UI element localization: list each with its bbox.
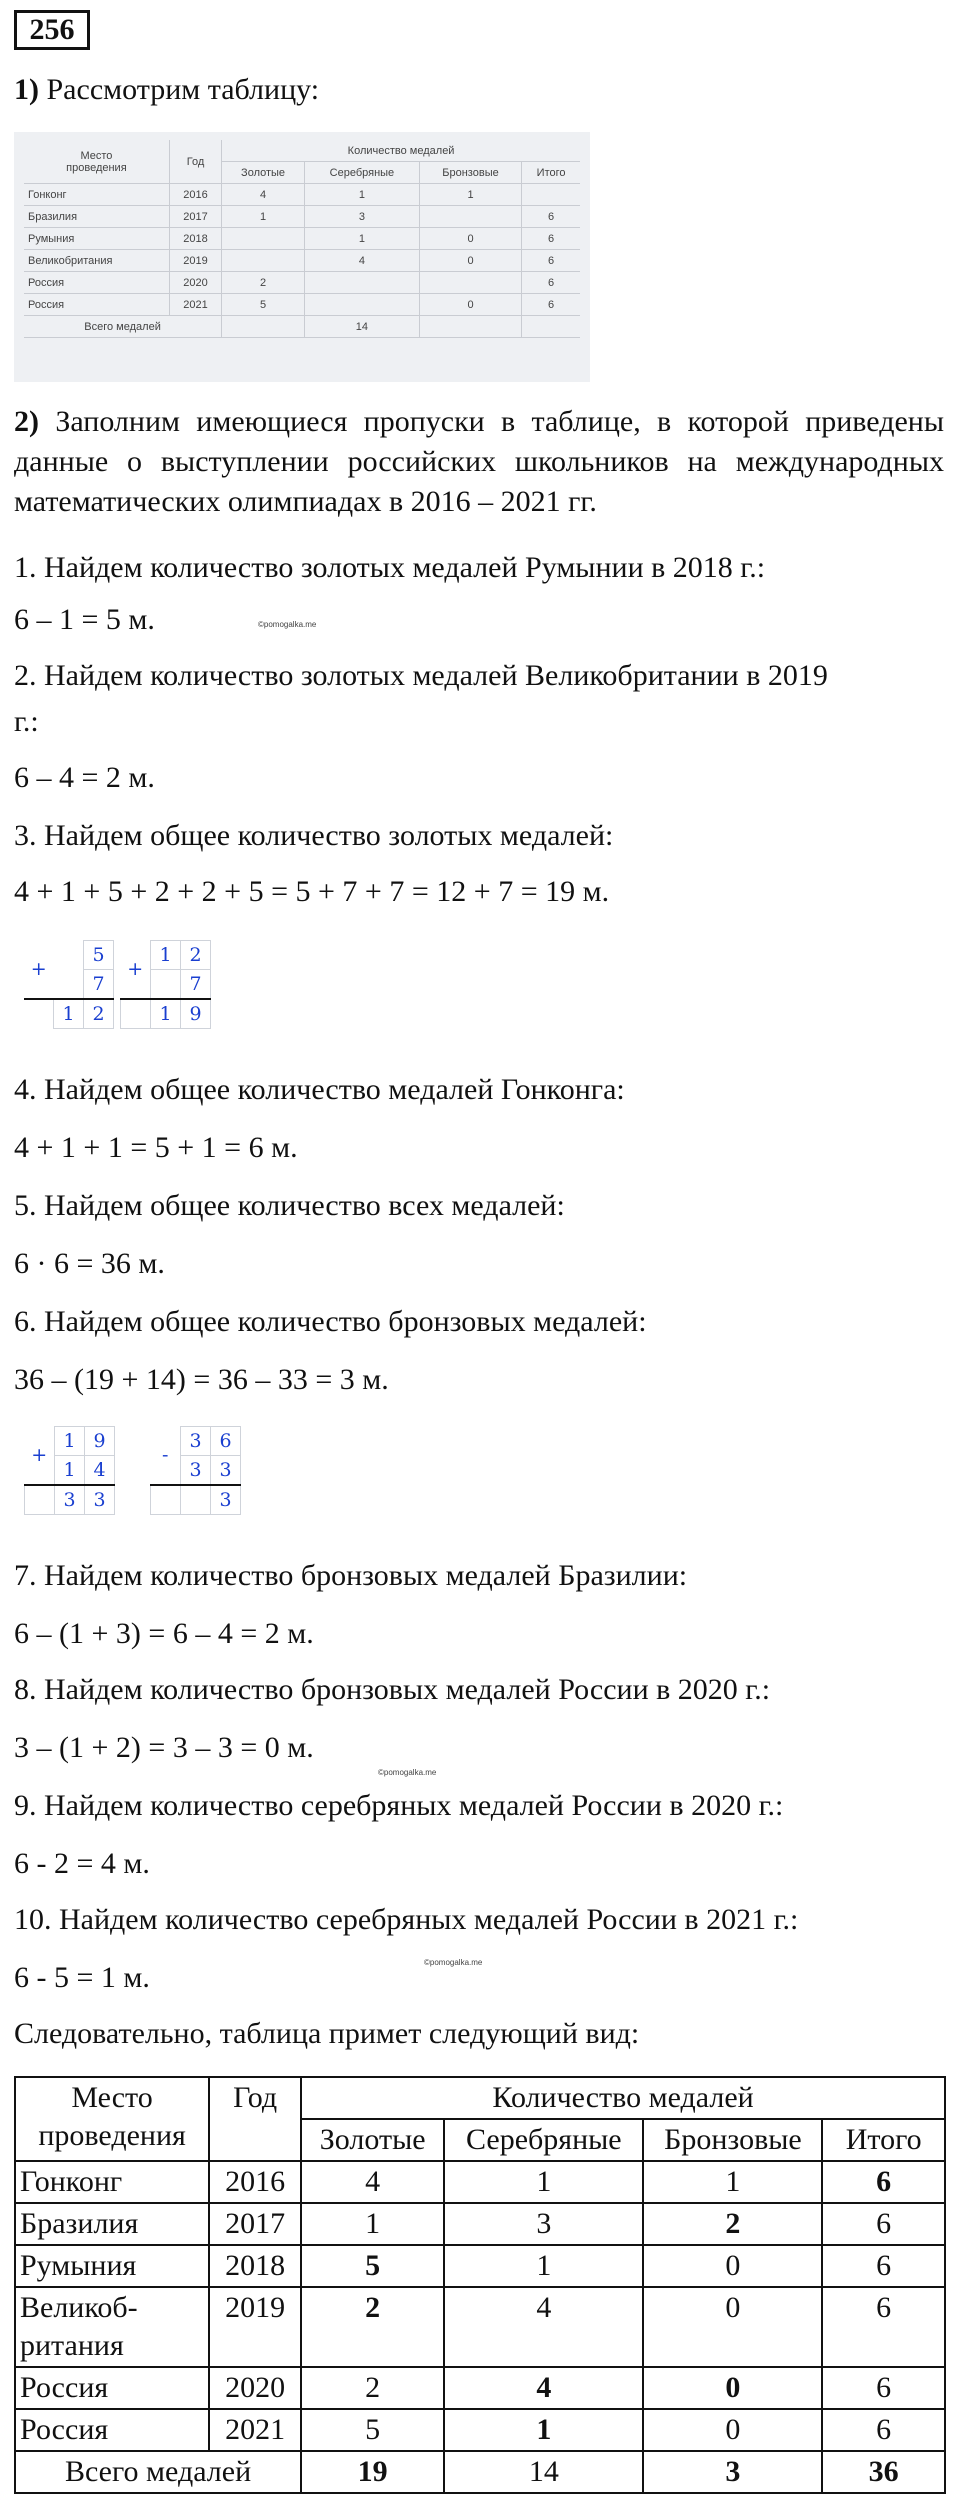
- part2-num: 2): [14, 405, 39, 438]
- final-h-total: Итого: [822, 2119, 945, 2161]
- step-2-cont: г.:: [14, 705, 39, 738]
- step-3: 3. Найдем общее количество золотых медалей:: [14, 819, 614, 852]
- watermark: ©pomogalka.me: [258, 620, 317, 629]
- column-calc-4: - 3 6 3 3 3: [150, 1426, 241, 1515]
- step-7-calc: 6 – (1 + 3) = 6 – 4 = 2 м.: [14, 1617, 314, 1650]
- scan-h-total: Итого: [522, 162, 580, 184]
- table-row: Россия 2021 5 1 0 6: [15, 2409, 945, 2451]
- scan-h-year: Год: [169, 140, 221, 184]
- part2-text: Заполним имеющиеся пропуски в таблице, в которой приведены данные о выступлении российских школьников на международных математических олимпиадах в 2016 – 2021 гг.: [14, 405, 944, 518]
- step-5: 5. Найдем общее количество всех медалей:: [14, 1189, 565, 1222]
- watermark: ©pomogalka.me: [424, 1958, 483, 1967]
- column-calc-1: + 5 7 1 2: [24, 940, 114, 1029]
- scan-h-silver: Серебряные: [304, 162, 419, 184]
- final-table: [14, 2076, 946, 2494]
- table-row: Румыния 2018 5 1 0 6: [15, 2245, 945, 2287]
- intro-line: [14, 70, 319, 110]
- scan-total-row: Всего медалей 14: [24, 316, 580, 338]
- scan-row: Румыния 2018 1 0 6: [24, 228, 580, 250]
- scan-row: Великобритания 2019 4 0 6: [24, 250, 580, 272]
- step-7: 7. Найдем количество бронзовых медалей Бразилии:: [14, 1559, 688, 1592]
- step-5-calc: 6 · 6 = 36 м.: [14, 1247, 165, 1280]
- conclusion: Следовательно, таблица примет следующий вид:: [14, 2017, 640, 2050]
- watermark: ©pomogalka.me: [378, 1768, 437, 1777]
- table-row: Бразилия 2017 1 3 2 6: [15, 2203, 945, 2245]
- table-total-row: Всего медалей 19 14 3 36: [15, 2451, 945, 2493]
- scan-h-gold: Золотые: [222, 162, 305, 184]
- final-h-bronze: Бронзовые: [643, 2119, 822, 2161]
- step-4: 4. Найдем общее количество медалей Гонконга:: [14, 1073, 625, 1106]
- step-2: 2. Найдем количество золотых медалей Великобритании в 2019: [14, 659, 828, 692]
- step-3-calc: 4 + 1 + 5 + 2 + 2 + 5 = 5 + 7 + 7 = 12 + 7 = 19 м.: [14, 875, 610, 908]
- table-row: Великоб- ритания 2019 2 4 0 6: [15, 2287, 945, 2367]
- column-calc-2: + 1 2 7 1 9: [120, 940, 211, 1029]
- step-10: 10. Найдем количество серебряных медалей России в 2021 г.:: [14, 1903, 799, 1936]
- scan-row: Бразилия 2017 1 3 6: [24, 206, 580, 228]
- step-8: 8. Найдем количество бронзовых медалей России в 2020 г.:: [14, 1673, 771, 1706]
- part2-paragraph: [14, 402, 944, 522]
- column-calc-3: + 1 9 1 4 3 3: [24, 1426, 115, 1515]
- scan-h-bronze: Бронзовые: [419, 162, 521, 184]
- scan-row: Россия 2020 2 6: [24, 272, 580, 294]
- scan-h-count: Количество медалей: [222, 140, 580, 162]
- step-2-calc: 6 – 4 = 2 м.: [14, 761, 155, 794]
- step-1: 1. Найдем количество золотых медалей Румынии в 2018 г.:: [14, 551, 766, 584]
- table-row: Гонконг 2016 4 1 1 6: [15, 2161, 945, 2203]
- intro-num: 1): [14, 73, 39, 106]
- step-4-calc: 4 + 1 + 1 = 5 + 1 = 6 м.: [14, 1131, 298, 1164]
- scanned-table-image: [14, 132, 590, 382]
- final-h-gold: Золотые: [301, 2119, 444, 2161]
- final-h-silver: Серебряные: [444, 2119, 643, 2161]
- table-row: Россия 2020 2 4 0 6: [15, 2367, 945, 2409]
- scan-row: Россия 2021 5 0 6: [24, 294, 580, 316]
- final-h-count: Количество медалей: [301, 2077, 945, 2119]
- final-h-year: Год: [209, 2077, 301, 2161]
- final-h-place: Место проведения: [15, 2077, 209, 2161]
- problem-number: 256: [14, 10, 90, 50]
- step-9-calc: 6 - 2 = 4 м.: [14, 1847, 150, 1880]
- step-10-calc: 6 - 5 = 1 м.: [14, 1961, 150, 1994]
- step-6-calc: 36 – (19 + 14) = 36 – 33 = 3 м.: [14, 1363, 389, 1396]
- scan-h-place: Место проведения: [24, 140, 169, 184]
- step-9: 9. Найдем количество серебряных медалей России в 2020 г.:: [14, 1789, 784, 1822]
- scan-row: Гонконг 2016 4 1 1: [24, 184, 580, 206]
- intro-text: Рассмотрим таблицу:: [46, 73, 320, 106]
- scanned-table: [24, 140, 580, 338]
- step-8-calc: 3 – (1 + 2) = 3 – 3 = 0 м.: [14, 1731, 314, 1764]
- step-1-calc: 6 – 1 = 5 м.: [14, 603, 155, 636]
- step-6: 6. Найдем общее количество бронзовых медалей:: [14, 1305, 647, 1338]
